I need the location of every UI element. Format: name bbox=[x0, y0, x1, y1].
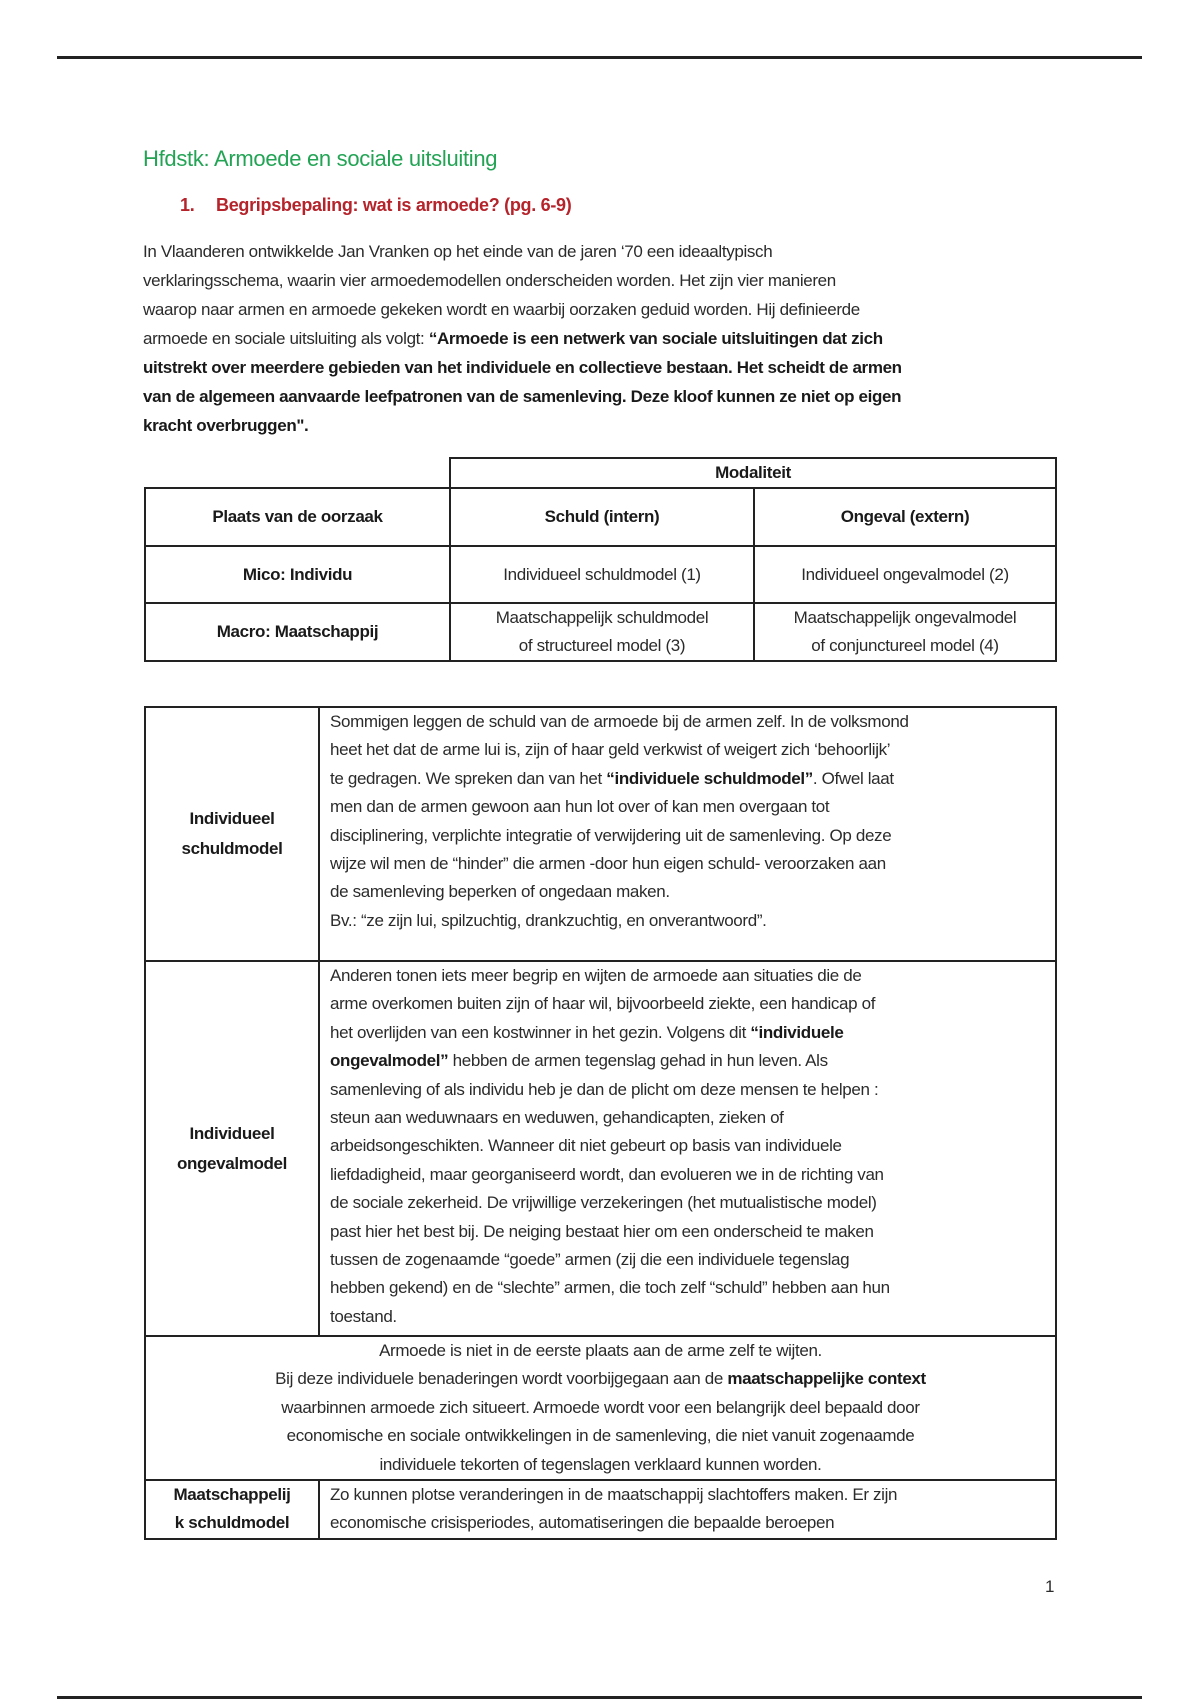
text-line bbox=[146, 1365, 1055, 1393]
text-line bbox=[330, 1047, 1055, 1075]
row-header: Plaats van de oorzaak bbox=[145, 488, 450, 546]
bold-text: “individuele schuldmodel” bbox=[606, 768, 813, 788]
modality-header: Modaliteit bbox=[450, 458, 1056, 488]
text: Anderen tonen iets meer begrip en wijten de armoede aan situaties die de bbox=[330, 966, 862, 985]
cell-maatschappelijk-ongevalmodel: Maatschappelijk ongevalmodel of conjunctureel model (4) bbox=[754, 603, 1056, 661]
text-line bbox=[146, 1337, 1055, 1365]
row-label-micro: Mico: Individu bbox=[145, 546, 450, 603]
cell-individueel-schuldmodel: Individueel schuldmodel (1) bbox=[450, 546, 754, 603]
text-line bbox=[330, 765, 1055, 793]
section-number: 1. bbox=[180, 195, 195, 215]
text-line bbox=[146, 1451, 1055, 1479]
text: arbeidsongeschikten. Wanneer dit niet gebeurt op basis van individuele bbox=[330, 1136, 842, 1156]
model-overview-table bbox=[144, 457, 1057, 662]
bold-text: kracht overbruggen". bbox=[143, 416, 309, 435]
text: hebben gekend) en de “slechte” armen, die toch zelf “schuld” hebben aan hun bbox=[330, 1278, 890, 1298]
text-line bbox=[330, 1481, 1055, 1509]
text-line bbox=[330, 1246, 1055, 1274]
text-line bbox=[143, 266, 902, 295]
text-line bbox=[143, 324, 902, 353]
cell-maatschappelijk-schuldmodel: Maatschappelijk schuldmodel of structureel model (3) bbox=[450, 603, 754, 661]
text: disciplinering, verplichte integratie of verwijdering uit de samenleving. Op deze bbox=[330, 825, 892, 845]
text-line bbox=[330, 1509, 1055, 1537]
text: steun aan weduwnaars en weduwen, gehandicapten, zieken of bbox=[330, 1108, 784, 1128]
section-label: Begripsbepaling: wat is armoede? (pg. 6-9) bbox=[216, 195, 572, 215]
text: te gedragen. We spreken dan van het bbox=[330, 768, 607, 788]
text-line bbox=[330, 1189, 1055, 1217]
text-line bbox=[143, 382, 902, 411]
text-line bbox=[330, 1104, 1055, 1132]
text: individuele tekorten of tegenslagen verklaard kunnen worden. bbox=[379, 1454, 822, 1474]
text: Zo kunnen plotse veranderingen in de maatschappij slachtoffers maken. Er zijn bbox=[330, 1485, 898, 1505]
text: Armoede is niet in de eerste plaats aan de arme zelf te wijten. bbox=[379, 1341, 822, 1360]
text: economische en sociale ontwikkelingen in de samenleving, die niet vanuit zogenaamde bbox=[286, 1426, 915, 1446]
text: . Ofwel laat bbox=[812, 768, 894, 788]
text-line bbox=[330, 793, 1055, 821]
text-line bbox=[330, 907, 1055, 935]
text: waarbinnen armoede zich situeert. Armoede wordt voor een belangrijk deel bepaald door bbox=[281, 1397, 920, 1417]
text: heet het dat de arme lui is, zijn of haar geld verkwist of weigert zich ‘behoorlijk’ bbox=[330, 740, 891, 760]
header-rule bbox=[57, 56, 1142, 59]
text-line bbox=[330, 708, 1055, 736]
label-maatschappelijk-schuldmodel: Maatschappelij k schuldmodel bbox=[145, 1480, 319, 1539]
text: Bij deze individuele benaderingen wordt voorbijgegaan aan de bbox=[275, 1369, 728, 1389]
text-line bbox=[143, 353, 902, 382]
page-number: 1 bbox=[1045, 1577, 1055, 1596]
text-line bbox=[330, 1303, 1055, 1331]
text-line bbox=[330, 1161, 1055, 1189]
text-line bbox=[330, 850, 1055, 878]
label-individueel-schuldmodel: Individueel schuldmodel bbox=[145, 707, 319, 961]
text: wijze wil men de “hinder” die armen -door hun eigen schuld- veroorzaken aan bbox=[330, 854, 886, 874]
text: hebben de armen tegenslag gehad in hun leven. Als bbox=[448, 1051, 828, 1071]
bold-text: ongevalmodel” bbox=[330, 1051, 449, 1071]
text: In Vlaanderen ontwikkelde Jan Vranken op het einde van de jaren ‘70 een ideaaltypisch bbox=[143, 242, 773, 261]
text: Bv.: “ze zijn lui, spilzuchtig, drankzuchtig, en onverantwoord”. bbox=[330, 910, 767, 930]
text: toestand. bbox=[330, 1306, 397, 1326]
text: waarop naar armen en armoede gekeken wordt en waarbij oorzaken geduid worden. Hij definieerde bbox=[143, 300, 860, 319]
chapter-title: Hfdstk: Armoede en sociale uitsluiting bbox=[143, 146, 498, 171]
col-header-ongeval: Ongeval (extern) bbox=[754, 488, 1056, 546]
bold-text: “individuele bbox=[750, 1022, 844, 1042]
intro-paragraph bbox=[143, 237, 902, 440]
text: Sommigen leggen de schuld van de armoede bij de armen zelf. In de volksmond bbox=[330, 712, 909, 731]
text: de sociale zekerheid. De vrijwillige verzekeringen (het mutualistische model) bbox=[330, 1193, 877, 1213]
text: de samenleving beperken of ongedaan maken. bbox=[330, 882, 670, 902]
text: tussen de zogenaamde “goede” armen (zij die een individuele tegenslag bbox=[330, 1250, 850, 1270]
text-line bbox=[330, 1132, 1055, 1160]
text-maatschappelijk-schuldmodel bbox=[319, 1480, 1056, 1539]
text: economische crisisperiodes, automatiseringen die bepaalde beroepen bbox=[330, 1513, 835, 1533]
col-header-schuld: Schuld (intern) bbox=[450, 488, 754, 546]
text-line bbox=[330, 1076, 1055, 1104]
empty-corner-cell bbox=[145, 458, 450, 488]
text-individueel-ongevalmodel bbox=[319, 961, 1056, 1336]
section-heading bbox=[180, 195, 571, 216]
text-line bbox=[330, 962, 1055, 990]
text-line bbox=[330, 990, 1055, 1018]
bold-text: uitstrekt over meerdere gebieden van het individuele en collectieve bestaan. Het scheidt de armen bbox=[143, 358, 902, 377]
bold-text: van de algemeen aanvaarde leefpatronen van de samenleving. Deze kloof kunnen ze niet op eigen bbox=[143, 387, 902, 406]
text: verklaringsschema, waarin vier armoedemodellen onderscheiden worden. Het zijn vier manieren bbox=[143, 271, 836, 290]
text-line bbox=[143, 411, 902, 440]
text-line bbox=[330, 736, 1055, 764]
text: samenleving of als individu heb je dan de plicht om deze mensen te helpen : bbox=[330, 1079, 879, 1099]
text-individueel-schuldmodel bbox=[319, 707, 1056, 961]
text-line bbox=[330, 1218, 1055, 1246]
label-individueel-ongevalmodel: Individueel ongevalmodel bbox=[145, 961, 319, 1336]
cell-individueel-ongevalmodel: Individueel ongevalmodel (2) bbox=[754, 546, 1056, 603]
text-line bbox=[146, 1422, 1055, 1450]
text: liefdadigheid, maar georganiseerd wordt, dan evolueren we in de richting van bbox=[330, 1164, 884, 1184]
text-line bbox=[143, 295, 902, 324]
text-line bbox=[330, 878, 1055, 906]
row-label-macro: Macro: Maatschappij bbox=[145, 603, 450, 661]
text-line bbox=[143, 237, 902, 266]
text-line bbox=[146, 1394, 1055, 1422]
text-line bbox=[330, 1274, 1055, 1302]
bold-text: maatschappelijke context bbox=[727, 1369, 926, 1389]
text: armoede en sociale uitsluiting als volgt: bbox=[143, 329, 429, 348]
text: past hier het best bij. De neiging bestaat hier om een onderscheid te maken bbox=[330, 1221, 874, 1241]
text-line bbox=[330, 822, 1055, 850]
text: men dan de armen gewoon aan hun lot over of kan men overgaan tot bbox=[330, 797, 830, 817]
bold-text: “Armoede is een netwerk van sociale uitsluitingen dat zich bbox=[428, 329, 883, 348]
summary-cell bbox=[145, 1336, 1056, 1480]
text: arme overkomen buiten zijn of haar wil, bijvoorbeeld ziekte, een handicap of bbox=[330, 994, 876, 1014]
model-detail-table bbox=[144, 706, 1057, 1540]
text: het overlijden van een kostwinner in het gezin. Volgens dit bbox=[330, 1022, 751, 1042]
text-line bbox=[330, 1019, 1055, 1047]
footer-rule bbox=[57, 1696, 1142, 1699]
